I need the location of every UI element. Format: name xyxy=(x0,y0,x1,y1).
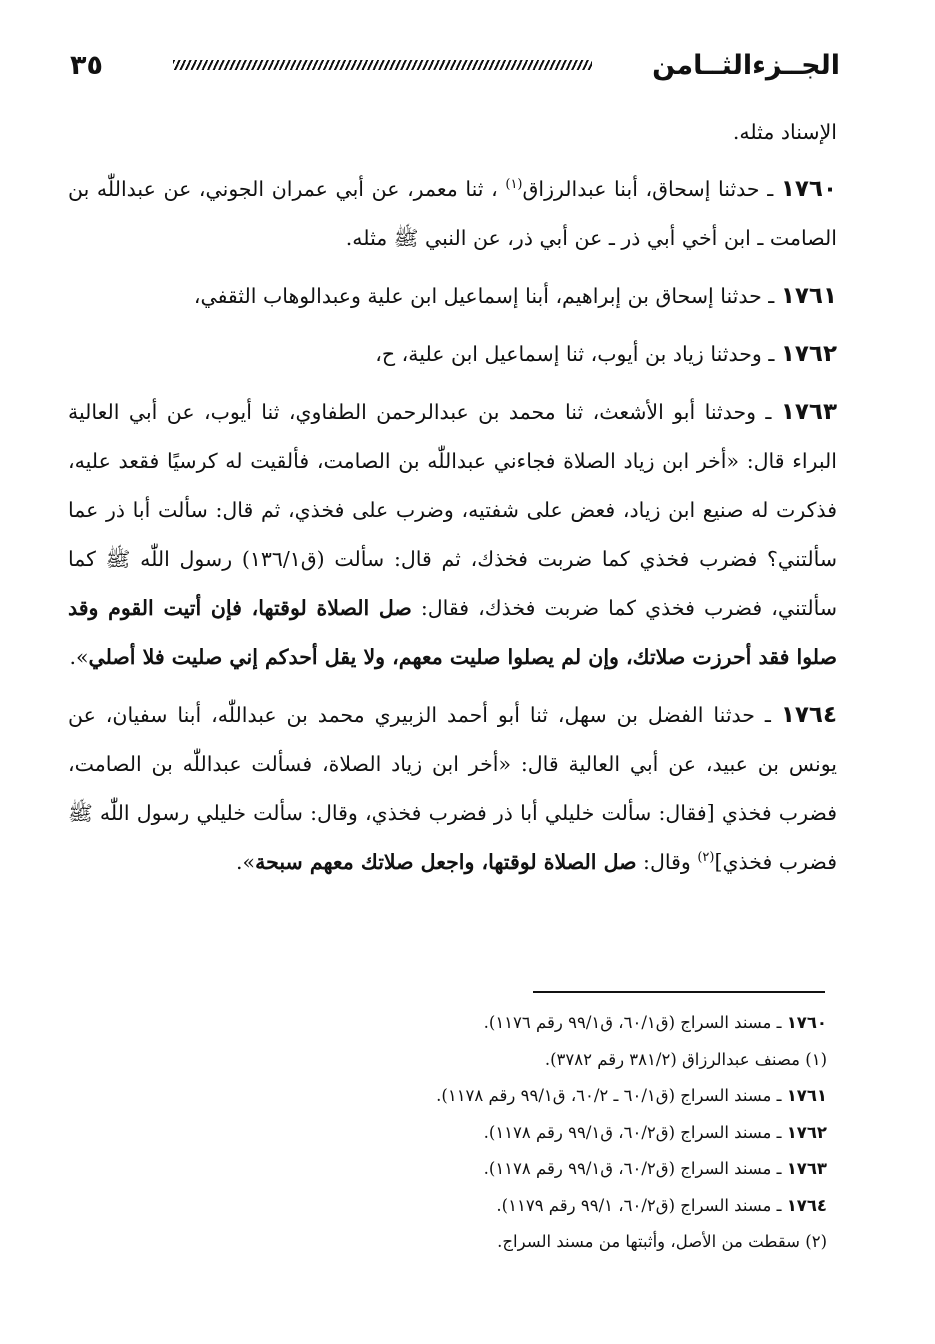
hadith-text: ـ حدثنا إسحاق، أبنا عبدالرزاق xyxy=(522,177,781,201)
footnote-text: (١) مصنف عبدالرزاق (٣٨١/٢ رقم ٣٧٨٢). xyxy=(544,1049,827,1069)
footnote-number: ١٧٦٤ xyxy=(786,1195,827,1215)
footnote-line xyxy=(300,1078,827,1115)
footnotes xyxy=(300,1005,827,1261)
footnote-text: (٢) سقطت من الأصل، وأثبتها من مسند السراج. xyxy=(497,1232,827,1251)
footnote-text: ـ مسند السراج (ق٦٠/١، ق٩٩/١ رقم ١١٧٦). xyxy=(483,1013,787,1032)
footnote-line xyxy=(300,1005,827,1042)
page-header xyxy=(70,40,840,90)
hadith-number: ١٧٦٠ xyxy=(780,176,837,202)
footnote-line xyxy=(300,1151,827,1188)
footnote-number: ١٧٦١ xyxy=(786,1086,827,1105)
hadith-number: ١٧٦٤ xyxy=(780,702,837,728)
footnote-text: ـ مسند السراج (ق٦٠/١ ـ ٦٠/٢، ق٩٩/١ رقم ١١٧٨). xyxy=(436,1086,787,1105)
page-number: ٣٥ xyxy=(70,49,103,81)
hadith-text: ـ وحدثنا أبو الأشعث، ثنا محمد بن عبدالرحمن الطفاوي، ثنا أيوب، عن أبي العالية البراء قال: «أخر ابن زياد الصلاة فجاءني عبداللّٰه بن الصامت، فألقيت له كرسيًا فقعد عليه، فذكرت له صنيع ابن زياد، فعض على شفتيه، وضرب على فخذي، ثم قال: سألت أبا ذر عما سألتني؟ فضرب فخذي كما ضربت فخذك، ثم قال: سألت (ق١٣٦/١) رسول اللّٰه ﷺ كما سألتني، فضرب فخذي كما ضربت فخذك، فقال: xyxy=(68,400,838,620)
main-text xyxy=(68,108,837,896)
footnote-ref[interactable]: (٢) xyxy=(697,850,715,866)
continuation-text: الإسناد مثله. xyxy=(732,120,837,144)
hadith-1764 xyxy=(68,691,837,887)
footnote-text: ـ مسند السراج (ق٦٠/٢، ٩٩/١ رقم ١١٧٩). xyxy=(496,1195,787,1215)
hadith-text: وقال: xyxy=(636,850,698,874)
footnote-separator xyxy=(533,991,825,993)
hadith-text: ». xyxy=(236,850,256,874)
hadith-text: ـ وحدثنا زياد بن أيوب، ثنا إسماعيل ابن علية، ح، xyxy=(375,342,781,366)
hadith-text: ، ثنا معمر، عن أبي عمران الجوني، عن عبداللّٰه بن الصامت ـ ابن أخي أبي ذر ـ عن أبي ذر، عن النبي ﷺ مثله. xyxy=(68,177,837,250)
hadith-text: ـ حدثنا إسحاق بن إبراهيم، أبنا إسماعيل ابن علية وعبدالوهاب الثقفي، xyxy=(193,284,781,308)
hadith-number: ١٧٦١ xyxy=(780,283,837,309)
footnote-text: ـ مسند السراج (ق٦٠/٢، ق٩٩/١ رقم ١١٧٨). xyxy=(483,1122,787,1142)
hadith-text: ـ حدثنا الفضل بن سهل، ثنا أبو أحمد الزبيري محمد بن عبداللّٰه، أبنا سفيان، عن يونس بن عبيد، عن أبي العالية قال: «أخر ابن زياد الصلاة، فسألت عبداللّٰه بن الصامت، فضرب فخذي [فقال: سألت خليلي أبا ذر فضرب فخذي، وقال: سألت خليلي رسول اللّٰه ﷺ فضرب فخذي] xyxy=(68,703,837,874)
hadith-1761 xyxy=(68,272,837,321)
hadith-1762 xyxy=(68,330,837,379)
footnote-number: ١٧٦٢ xyxy=(786,1122,827,1142)
footnote-line xyxy=(300,1042,827,1079)
footnote-number: ١٧٦٣ xyxy=(786,1159,827,1178)
footnote-ref[interactable]: (١) xyxy=(505,177,523,193)
hadith-number: ١٧٦٣ xyxy=(780,399,837,425)
running-title: الجــزءالثــامن xyxy=(652,49,840,81)
footnote-number: ١٧٦٠ xyxy=(786,1013,827,1032)
footnote-text: ـ مسند السراج (ق٦٠/٢، ق٩٩/١ رقم ١١٧٨). xyxy=(483,1159,787,1178)
hadith-text: ». xyxy=(69,645,89,669)
footnote-line xyxy=(300,1188,827,1225)
header-decorative-rule xyxy=(173,60,592,70)
hadith-number: ١٧٦٢ xyxy=(780,341,837,367)
paragraph-continuation xyxy=(68,108,837,157)
hadith-1760 xyxy=(68,165,837,263)
footnote-line xyxy=(300,1224,827,1261)
hadith-matn-bold: صل الصلاة لوقتها، واجعل صلاتك معهم سبحة xyxy=(255,850,637,874)
hadith-matn-bold: صل الصلاة لوقتها، فإن أتيت القوم وقد صلوا فقد أحرزت صلاتك، وإن لم يصلوا صليت معهم، ولا يقل أحدكم إني صليت فلا أصلي xyxy=(68,596,837,669)
hadith-1763 xyxy=(68,388,837,682)
footnote-line xyxy=(300,1115,827,1152)
